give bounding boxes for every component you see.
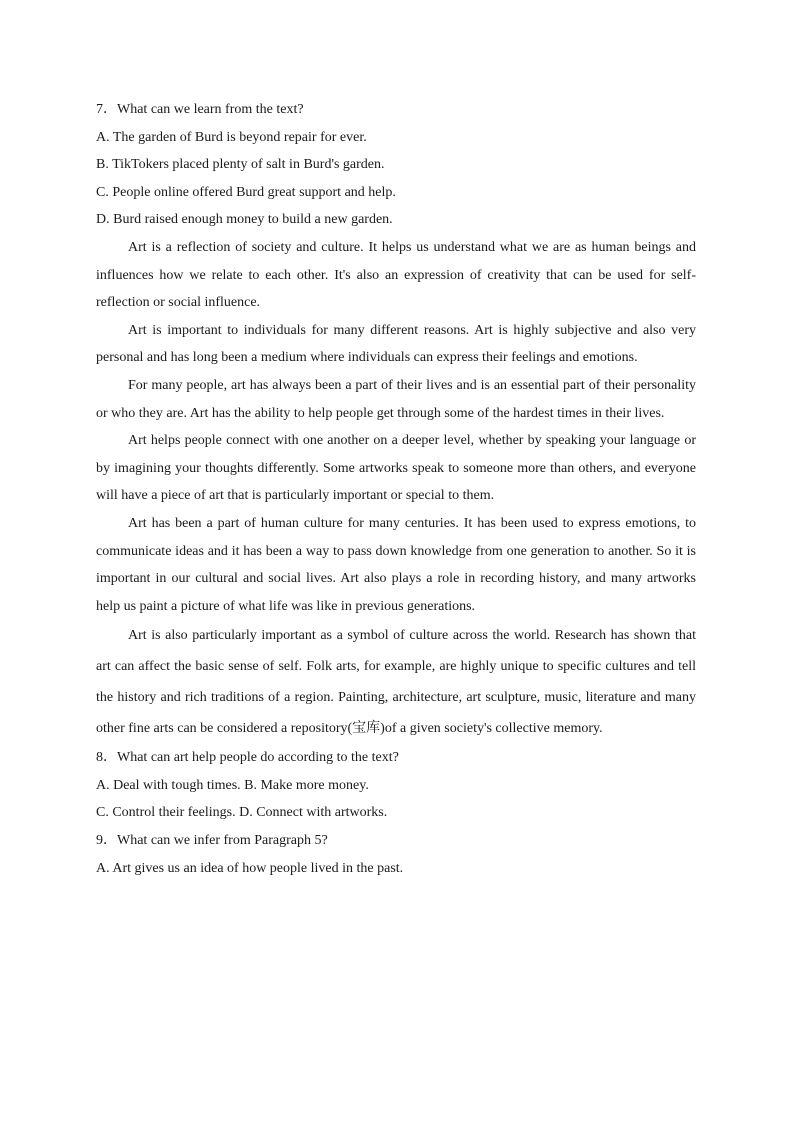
question-8-options-row-2: C. Control their feelings. D. Connect with artworks. — [96, 805, 388, 821]
question-7-option-c: C. People online offered Burd great support and help. — [96, 184, 396, 200]
question-7-option-d: D. Burd raised enough money to build a new garden. — [96, 212, 393, 228]
passage-paragraph-1: Art is a reflection of society and culture. It helps us understand what we are as human beings and influences how we relate to each other. It's also an expression of creativity that can be used for self-reflection or social influence. — [96, 239, 696, 311]
passage-paragraph-3: For many people, art has always been a part of their lives and is an essential part of their personality or who they are. Art has the ability to help people get through some of the hardest times in their lives. — [96, 377, 696, 421]
passage-paragraph-6: Art is also particularly important as a symbol of culture across the world. Research has shown that art can affect the basic sense of self. Folk arts, for example, are highly unique to specific cultures and tell the history and rich traditions of a region. Painting, architecture, art sculpture, music, literature and many other fine arts can be considered a repository(宝库)of a given society's collective memory. — [96, 628, 696, 737]
question-7-stem: 7．What can we learn from the text? — [96, 102, 304, 117]
question-7-option-a: A. The garden of Burd is beyond repair for ever. — [96, 129, 367, 145]
passage-paragraph-4: Art helps people connect with one another on a deeper level, whether by speaking your language or by imagining your thoughts differently. Some artworks speak to someone more than others, and everyone will have a piece of art that is particularly important or special to them. — [96, 433, 696, 504]
question-9-stem: 9．What can we infer from Paragraph 5? — [96, 833, 328, 849]
question-7-option-b: B. TikTokers placed plenty of salt in Burd's garden. — [96, 157, 385, 173]
passage-paragraph-5: Art has been a part of human culture for many centuries. It has been used to express emotions, to communicate ideas and it has been a way to pass down knowledge from one generation to another. So it is important in our cultural and social lives. Art also plays a role in recording history, and many artworks help us paint a picture of what life was like in previous generations. — [96, 515, 696, 614]
document-page — [96, 96, 696, 882]
question-8-options-row-1: A. Deal with tough times. B. Make more money. — [96, 777, 369, 793]
question-9-option-a: A. Art gives us an idea of how people lived in the past. — [96, 860, 404, 876]
passage-paragraph-2: Art is important to individuals for many different reasons. Art is highly subjective and also very personal and has long been a medium where individuals can express their feelings and emotions. — [96, 322, 696, 366]
question-8-stem: 8．What can art help people do according to the text? — [96, 750, 399, 766]
